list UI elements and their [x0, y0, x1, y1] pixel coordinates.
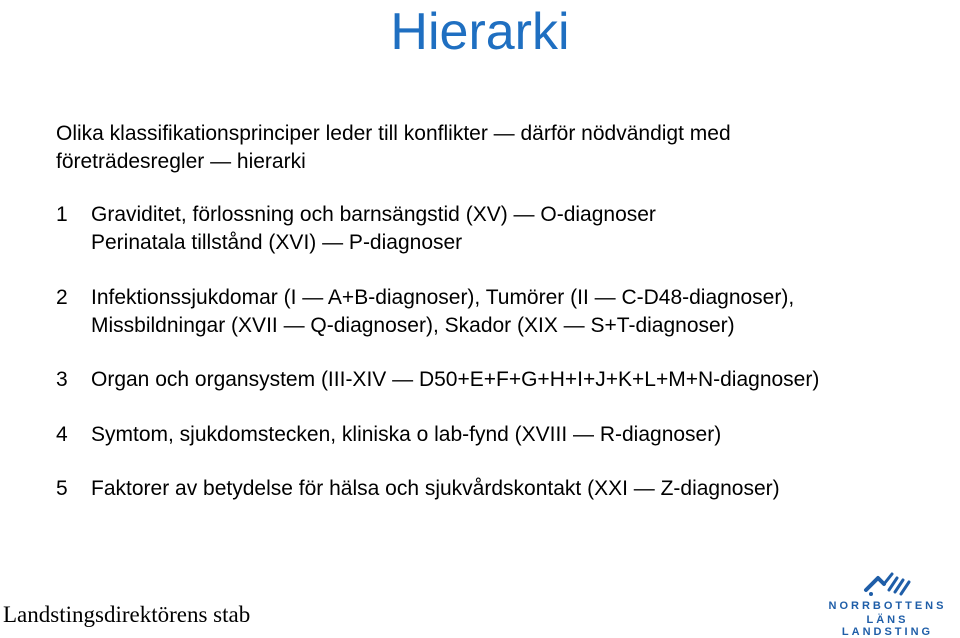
logo-text-line-1: NORRBOTTENS	[828, 600, 947, 612]
level-line: Graviditet, förlossning och barnsängstid (XV) — O-diagnoser	[91, 203, 656, 226]
intro-line-2: företrädesregler — hierarki	[56, 150, 306, 173]
hierarchy-level-5	[56, 475, 936, 503]
level-line: Faktorer av betydelse för hälsa och sjukvårdskontakt (XXI — Z-diagnoser)	[91, 477, 780, 500]
hierarchy-level-1	[56, 201, 936, 257]
hierarchy-level-3	[56, 366, 936, 394]
slide-title: Hierarki	[390, 3, 570, 61]
level-number: 5	[56, 477, 68, 500]
level-line: Perinatala tillstånd (XVI) — P-diagnoser	[91, 231, 463, 254]
level-line: Missbildningar (XVII — Q-diagnoser), Skador (XIX — S+T-diagnoser)	[91, 314, 735, 337]
norrbotten-logo	[820, 570, 955, 638]
level-number: 4	[56, 423, 68, 446]
intro-text	[56, 120, 916, 176]
level-number: 1	[56, 203, 68, 226]
footer-text: Landstingsdirektörens stab	[3, 602, 251, 627]
landsting-emblem-icon	[862, 570, 914, 598]
logo-text-line-2: LÄNS LANDSTING	[841, 614, 934, 638]
level-line: Organ och organsystem (III-XIV — D50+E+F+G+H+I+J+K+L+M+N-diagnoser)	[91, 368, 820, 391]
hierarchy-level-2	[56, 284, 936, 340]
level-number: 3	[56, 368, 68, 391]
level-line: Symtom, sjukdomstecken, kliniska o lab-fynd (XVIII — R-diagnoser)	[91, 423, 722, 446]
level-line: Infektionssjukdomar (I — A+B-diagnoser), Tumörer (II — C-D48-diagnoser),	[91, 286, 795, 309]
hierarchy-level-4	[56, 421, 936, 449]
intro-line-1: Olika klassifikationsprinciper leder till konflikter — därför nödvändigt med	[56, 122, 731, 145]
level-number: 2	[56, 286, 68, 309]
